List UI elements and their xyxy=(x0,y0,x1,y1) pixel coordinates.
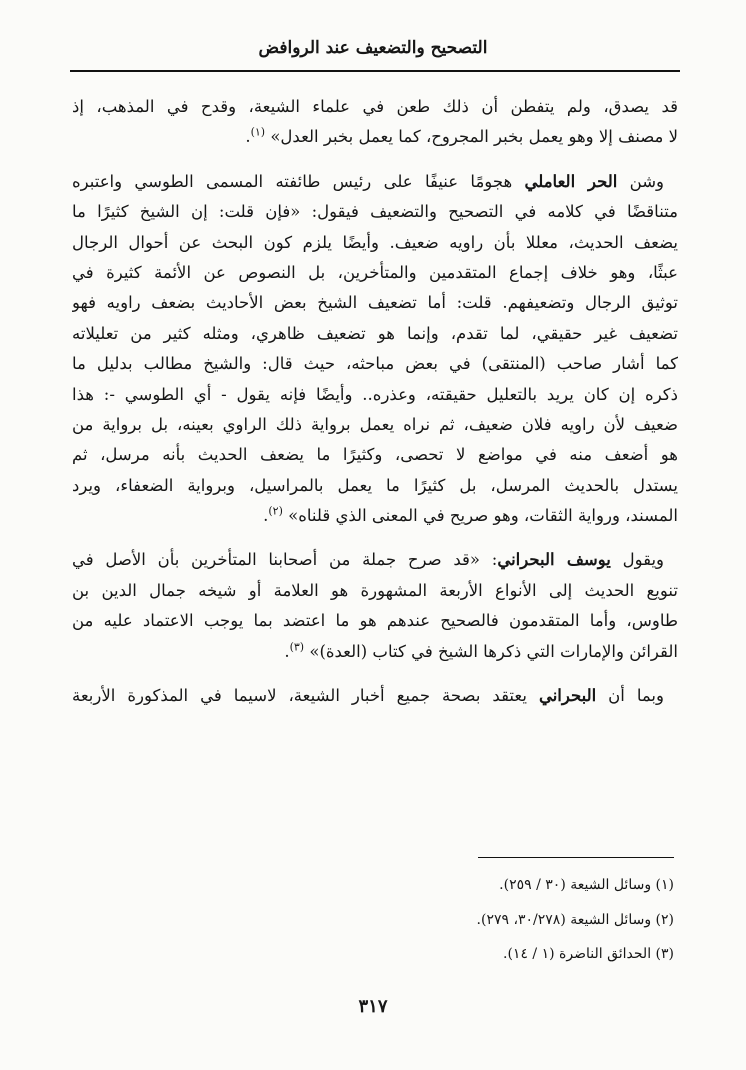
p4-line-1-post: يعتقد بصحة جميع أخبار الشيعة، لاسيما في المذكورة الأربعة xyxy=(72,686,539,706)
p3-line-4-text: القرائن والإمارات التي ذكرها الشيخ في كتاب (العدة)» xyxy=(309,641,678,661)
footnote-divider xyxy=(478,857,674,858)
footnote-1: (١) وسائل الشيعة (٣٠ / ٢٥٩). xyxy=(499,877,674,893)
footnote-ref-1: (١) xyxy=(250,125,266,139)
footnotes xyxy=(74,868,674,972)
p2-line-1-post: هجومًا عنيفًا على رئيس طائفته المسمى الطوسي واعتبره xyxy=(72,171,525,191)
paragraph-gap xyxy=(72,153,678,167)
footnote-3: (٣) الحدائق الناضرة (١ / ١٤). xyxy=(503,946,674,962)
body-text xyxy=(72,92,678,711)
name-hurr-amili: الحر العاملي xyxy=(524,171,618,191)
paragraph-gap xyxy=(72,667,678,681)
p2-line-2: متناقضًا في كلامه في التصحيح والتضعيف فيقول: «فإن قلت: إن الشيخ كثيرًا ما xyxy=(72,202,678,222)
footnote-2: (٢) وسائل الشيعة (٣٠/٢٧٨، ٢٧٩). xyxy=(476,911,674,928)
p2-line-10: هو أضعف منه في مواضع لا تحصى، وكثيرًا ما يضعف الحديث بأنه مرسل، ثم xyxy=(72,445,678,465)
p2-line-5: توثيق الرجال وتضعيفهم. قلت: أما تضعيف الشيخ بعض الأحاديث بضعف راويه فهو xyxy=(72,293,678,313)
p3-line-1-post: : «قد صرح جملة من أصحابنا المتأخرين بأن الأصل في xyxy=(72,550,498,570)
p2-line-12: المسند، ورواية الثقات، وهو صريح في المعنى الذي قلناه» $^{(٢)}$. xyxy=(263,504,678,526)
p2-line-3: يضعف الحديث، معللا بأن راويه ضعيف. وأيضًا يلزم كون البحث عن أحوال الرجال xyxy=(72,232,678,252)
p1-line-2: لا مصنف إلا وهو يعمل بخبر المجروح، كما يعمل بخبر العدل» $^{(١)}$. xyxy=(245,125,678,147)
p2-line-7: كما أشار صاحب (المنتقى) في بعض مباحثه، حيث قال: والشيخ مطالب بدليل ما xyxy=(72,354,678,374)
name-bahrani: البحراني xyxy=(538,686,597,706)
page-number: ٣١٧ xyxy=(358,996,388,1017)
p3-line-1-pre: ويقول xyxy=(610,550,665,570)
p3-line-4: القرائن والإمارات التي ذكرها الشيخ في كتاب (العدة)» $^{(٣)}$. xyxy=(284,640,678,661)
p3-line-1 xyxy=(72,545,678,575)
running-header: التصحيح والتضعيف عند الروافض xyxy=(258,38,488,58)
p2-line-8: ذكره إن كان يريد بالتعليل حقيقته، وعذره.. وأيضًا فإنه يقول - أي الطوسي -: هذا xyxy=(72,384,678,404)
paragraph-gap xyxy=(72,531,678,545)
p4-line-1-pre: وبما أن xyxy=(596,686,664,706)
p2-line-12-text: المسند، ورواية الثقات، وهو صريح في المعنى الذي قلناه» xyxy=(288,506,678,526)
footnote-ref-2: (٢) xyxy=(268,504,283,518)
p1-line-1: قد يصدق، ولم يتفطن أن ذلك طعن في علماء الشيعة، وقدح في المذهب، إذ xyxy=(72,97,678,116)
p1-line-2-text: لا مصنف إلا وهو يعمل بخبر المجروح، كما يعمل بخبر العدل» xyxy=(270,127,678,147)
header-divider xyxy=(70,70,680,72)
p3-line-2: تنويع الحديث إلى الأنواع الأربعة المشهورة هو العلامة أو شيخه جمال الدين بن xyxy=(72,580,678,600)
p2-line-4: عبثًا، وهو خلاف إجماع المتقدمين والمتأخرين، بل النصوص عن الأئمة كثيرة في xyxy=(72,262,678,282)
footnote-ref-3: (٣) xyxy=(289,640,305,654)
p2-line-1 xyxy=(72,167,678,197)
p2-line-6: تضعيف غير حقيقي، لما تقدم، وإنما هو تضعيف ظاهري، ومثله كثير من تعليلاته xyxy=(72,323,678,343)
name-yusuf-bahrani: يوسف البحراني xyxy=(497,550,611,570)
p2-line-9: ضعيف لأن راويه فلان ضعيف، ثم نراه يعمل برواية ذلك الراوي بعينه، بل برواية من xyxy=(72,414,678,434)
p4-line-1 xyxy=(72,681,678,711)
p2-line-1-pre: وشن xyxy=(617,171,665,191)
p3-line-3: طاوس، وأما المتقدمون فالصحيح عندهم هو ما اعتضد بما يوجب الاعتماد عليه من xyxy=(72,611,678,631)
p2-line-11: يستدل بالحديث المرسل، بل كثيرًا ما يعمل بالمراسيل، وبرواية الضعفاء، ويرد xyxy=(72,475,678,495)
